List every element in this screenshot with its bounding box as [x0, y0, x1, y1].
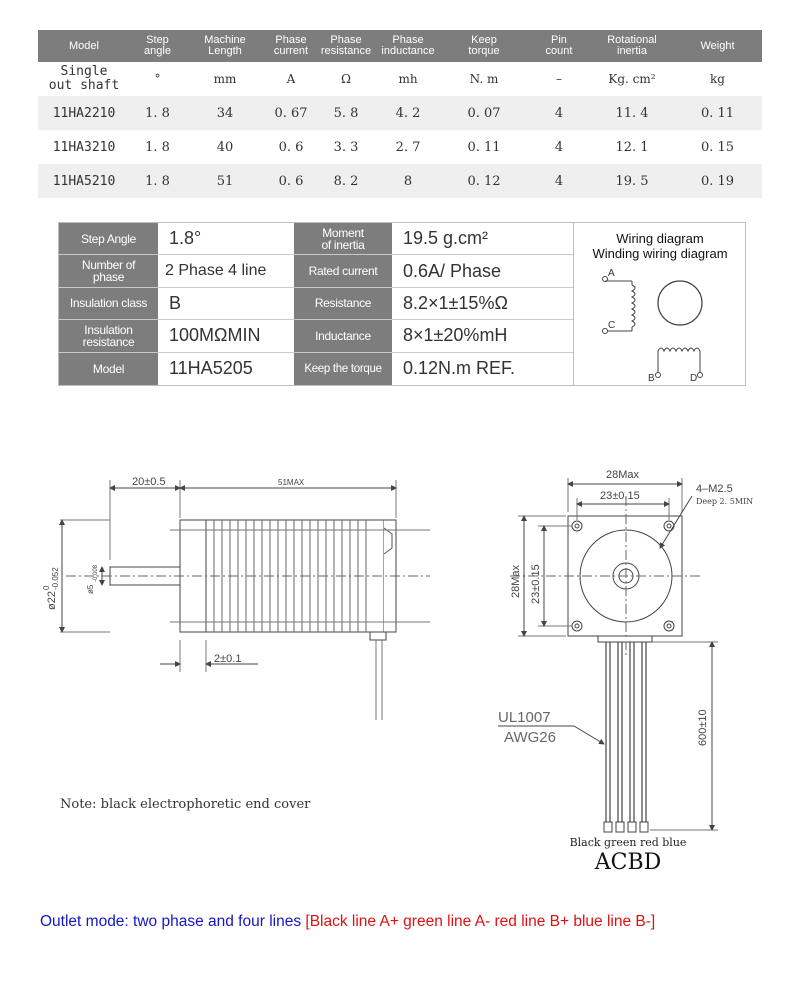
- table-cell: 11HA5210: [52, 173, 116, 189]
- param-label: Inductance: [293, 320, 393, 351]
- header-machine-length: Machine Length: [204, 34, 246, 57]
- wire-colors: Black green red blue: [569, 836, 687, 849]
- table-cell: 8. 2: [333, 173, 359, 189]
- spec-units-row: [38, 62, 762, 96]
- param-label: Moment of inertia: [293, 223, 393, 254]
- param-label: Model: [59, 353, 159, 385]
- unit-cell: mh: [398, 72, 418, 86]
- param-value: 1.8°: [169, 228, 202, 249]
- table-cell: 0. 07: [467, 105, 501, 121]
- label-d: D: [690, 373, 698, 384]
- dim-lead-length: 600±10: [697, 709, 709, 746]
- param-row: [59, 353, 573, 385]
- table-cell: 2. 7: [395, 139, 421, 155]
- unit-cell: °: [154, 72, 161, 86]
- table-cell: 11HA2210: [52, 105, 116, 121]
- param-row: [59, 288, 573, 320]
- dim-outer-dia: ø22: [46, 591, 58, 610]
- table-cell: 11HA3210: [52, 139, 116, 155]
- table-cell: 4: [554, 173, 564, 189]
- terminal-c: [603, 329, 608, 334]
- label-b: B: [648, 373, 655, 384]
- param-label: Insulation class: [59, 288, 159, 319]
- dim-outer-tol-bot: -0.052: [51, 567, 60, 590]
- dim-shoulder: 2±0.1: [214, 653, 242, 665]
- dim-width-max: 28Max: [606, 469, 640, 481]
- table-cell: 3. 3: [333, 139, 359, 155]
- lead-wires: [606, 642, 646, 822]
- unit-cell: kg: [710, 72, 725, 86]
- header-step-angle: Step angle: [144, 34, 171, 57]
- parameter-table: [58, 222, 574, 386]
- param-row: [59, 320, 573, 352]
- param-value: 0.6A/ Phase: [403, 260, 502, 281]
- table-cell: 0. 15: [700, 139, 735, 155]
- front-view: [498, 478, 718, 832]
- header-rotational-inertia: Rotational inertia: [607, 34, 657, 57]
- wiring-diagram: [574, 222, 746, 386]
- dim-hole-spacing: 23±0.15: [600, 490, 640, 502]
- dim-shaft-tol: -0.008: [93, 564, 99, 582]
- dim-hole-depth: Deep 2. 5MIN: [696, 497, 754, 506]
- coil-bd: [658, 348, 700, 351]
- unit-cell: mm: [213, 72, 237, 86]
- header-pin-count: Pin count: [545, 34, 573, 57]
- spec-table: [38, 30, 762, 198]
- param-label: Insulation resistance: [59, 320, 159, 351]
- table-cell: 1. 8: [145, 139, 170, 155]
- table-cell: 19. 5: [615, 173, 649, 189]
- dim-shaft-length: 20±0.5: [132, 476, 166, 488]
- header-phase-resistance: Phase resistance: [320, 34, 372, 57]
- table-cell: 1. 8: [145, 173, 170, 189]
- table-cell: 4. 2: [395, 105, 421, 121]
- table-cell: 0. 12: [467, 173, 501, 189]
- header-weight: Weight: [700, 39, 735, 52]
- param-label: Keep the torque: [293, 353, 393, 385]
- param-value: 19.5 g.cm²: [403, 228, 489, 249]
- header-keep-torque: Keep torque: [468, 34, 500, 57]
- coil-ac: [632, 285, 635, 327]
- unit-cell: Kg. cm²: [608, 72, 656, 86]
- dim-body-length: 51MAX: [278, 478, 305, 487]
- table-cell: 0. 11: [700, 105, 735, 121]
- table-cell: 0. 11: [467, 139, 501, 155]
- dim-height-max: 28Max: [510, 564, 522, 598]
- side-view: [60, 480, 430, 720]
- unit-cell: Single out shaft: [48, 64, 120, 93]
- table-cell: 0. 6: [278, 173, 304, 189]
- table-cell: 11. 4: [615, 105, 649, 121]
- table-cell: 51: [216, 173, 234, 189]
- outlet-mode: [40, 913, 655, 931]
- label-c: C: [608, 320, 616, 331]
- table-cell: 0. 67: [274, 105, 308, 121]
- param-value: 2 Phase 4 line: [165, 262, 267, 280]
- param-label: Resistance: [293, 288, 393, 319]
- dim-outer-tol-top: 0: [42, 585, 51, 590]
- param-value: 11HA5205: [169, 358, 253, 379]
- param-value: B: [169, 292, 182, 313]
- unit-cell: –: [556, 72, 562, 86]
- param-value: 8.2×1±15%Ω: [403, 292, 508, 313]
- cable-type: UL1007: [498, 709, 551, 726]
- wire-order: ACBD: [594, 850, 662, 875]
- param-value: 100MΩMIN: [169, 325, 261, 346]
- table-cell: 4: [554, 105, 564, 121]
- table-cell: 34: [216, 105, 234, 121]
- terminal-b: [656, 373, 661, 378]
- wiring-subtitle: Winding wiring diagram: [592, 246, 728, 261]
- table-row: [38, 130, 762, 164]
- param-value: 0.12N.m REF.: [403, 358, 516, 379]
- table-cell: 0. 6: [278, 139, 304, 155]
- cable-gauge: AWG26: [504, 729, 556, 746]
- table-cell: 12. 1: [615, 139, 649, 155]
- dim-holes: 4–M2.5: [696, 483, 733, 495]
- table-cell: 4: [554, 139, 564, 155]
- header-phase-current: Phase current: [273, 34, 309, 57]
- param-row: [59, 223, 573, 255]
- param-value: 8×1±20%mH: [403, 325, 508, 346]
- spec-header-row: [38, 30, 762, 62]
- table-cell: 0. 19: [700, 173, 735, 189]
- note-text: Note: black electrophoretic end cover: [60, 797, 311, 812]
- rotor-circle: [658, 281, 702, 325]
- table-cell: 8: [403, 173, 413, 189]
- table-row: [38, 96, 762, 130]
- outlet-prefix: Outlet mode: two phase and four lines: [40, 913, 306, 930]
- table-cell: 5. 8: [333, 105, 359, 121]
- param-label: Step Angle: [59, 223, 159, 254]
- dim-height-spacing: 23±0.15: [530, 564, 542, 604]
- unit-cell: Ω: [341, 72, 351, 86]
- param-row: [59, 255, 573, 287]
- header-phase-inductance: Phase inductance: [381, 34, 435, 57]
- param-label: Rated current: [293, 255, 393, 286]
- table-row: [38, 164, 762, 198]
- table-cell: 40: [216, 139, 234, 155]
- table-cell: 1. 8: [145, 105, 170, 121]
- outlet-detail: [Black line A+ green line A- red line B+ blue line B-]: [305, 913, 656, 930]
- terminal-d: [698, 373, 703, 378]
- param-label: Number of phase: [59, 255, 159, 286]
- wiring-title: Wiring diagram: [616, 231, 704, 246]
- unit-cell: A: [286, 72, 296, 86]
- dim-shaft-dia: ø5: [86, 584, 95, 594]
- dimension-drawing: [0, 420, 800, 840]
- unit-cell: N. m: [469, 72, 499, 86]
- label-a: A: [608, 268, 615, 279]
- winding-schematic: [574, 223, 746, 387]
- header-model: Model: [69, 39, 99, 52]
